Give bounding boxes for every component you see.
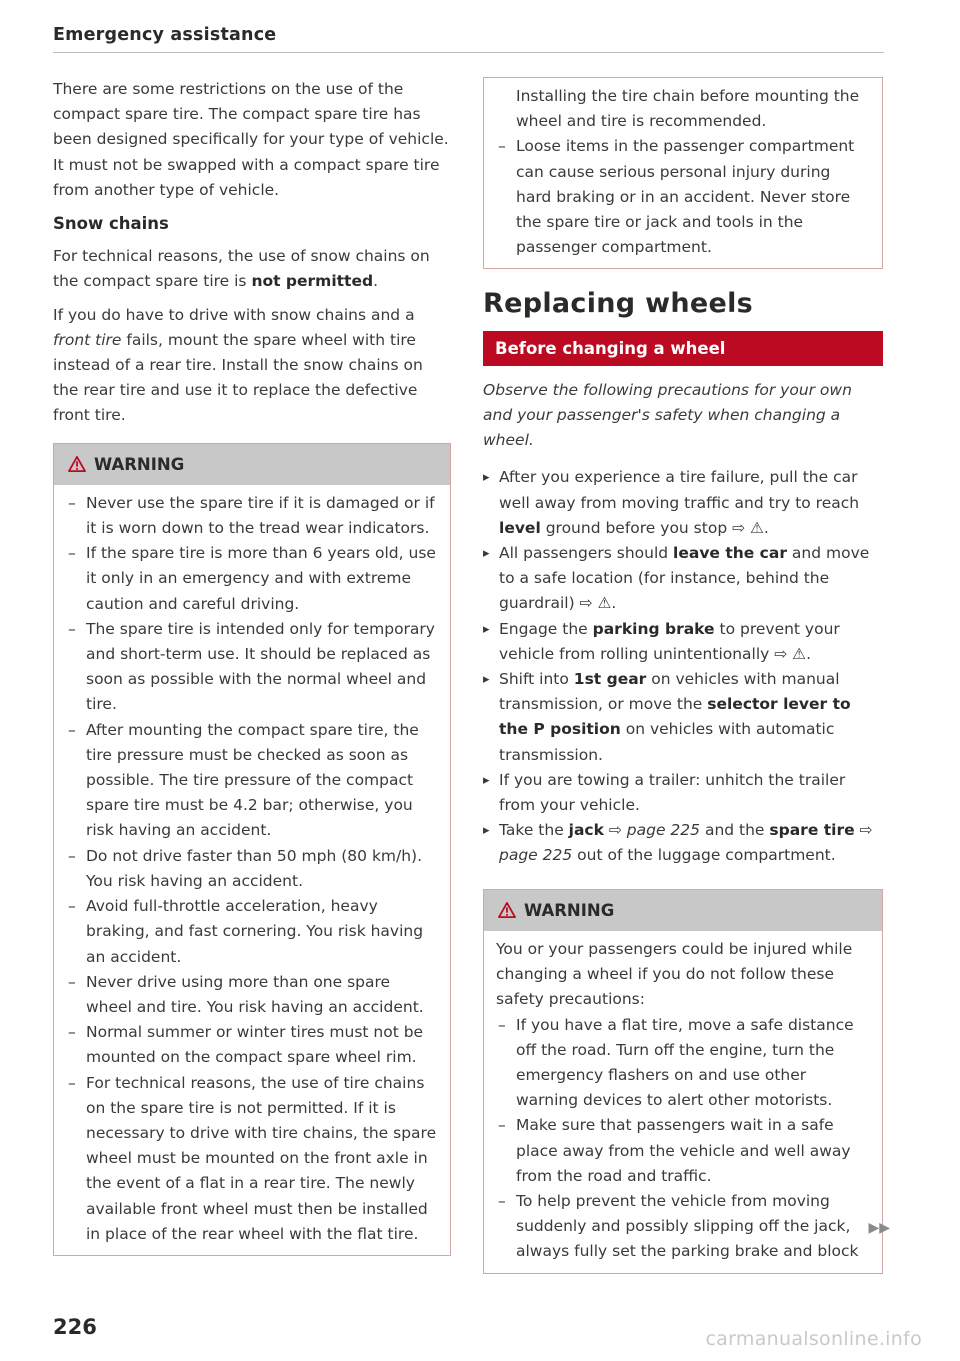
warning-header	[484, 890, 882, 931]
page-number: 226	[53, 1315, 97, 1339]
warning-list	[484, 931, 882, 1273]
step-item: ▸ All passengers should leave the car and move to a safe location (for instance, behind the guardrail) ⇨ ⚠.	[483, 541, 883, 617]
warning-header	[54, 444, 450, 485]
watermark: carmanualsonline.info	[705, 1328, 922, 1350]
snow-chains-heading: Snow chains	[53, 214, 169, 234]
warning-continued-text: Installing the tire chain before mounting the wheel and tire is recommended.	[516, 87, 860, 131]
right-column	[483, 77, 883, 1274]
step-item: ▸ If you are towing a trailer: unhitch the trailer from your vehicle.	[483, 768, 883, 818]
header-divider	[53, 52, 884, 53]
warning-item: – Loose items in the passenger compartment can cause serious personal injury during hard braking or in an accident. Never store the spare tire or jack and tools in the passenger compartment.	[496, 134, 870, 260]
subsection-bar: Before changing a wheel	[483, 331, 883, 366]
page-link[interactable]: page 225	[499, 846, 573, 865]
warning-list	[54, 485, 450, 1255]
page-header: Emergency assistance	[53, 25, 277, 45]
warning-item: – After mounting the compact spare tire, the tire pressure must be checked as soon as possible. The tire pressure of the compact spare tire must be 4.2 bar; otherwise, you risk having an accident.	[66, 718, 438, 844]
warning-intro: You or your passengers could be injured while changing a wheel if you do not follow these safety precautions:	[496, 939, 853, 1009]
continue-arrow-icon: ▶▶	[868, 1220, 890, 1236]
spare-tire-restrictions-paragraph: There are some restrictions on the use of the compact spare tire. The compact spare tire has been designed specifically for your type of vehicle. It must not be swapped with a compact spare tire from another type of vehicle.	[53, 80, 449, 199]
step-item: ▸ Shift into 1st gear on vehicles with manual transmission, or move the selector lever to the P position on vehicles with automatic transmission.	[483, 667, 883, 768]
warning-item: – For technical reasons, the use of tire chains on the spare tire is not permitted. If it is necessary to drive with tire chains, the spare wheel must be mounted on the front axle in the event of a flat in a rear tire. The newly available front wheel must then be installed in place of the rear wheel with the flat tire.	[66, 1071, 438, 1247]
snow-chains-paragraph: For technical reasons, the use of snow chains on the compact spare tire is not permitted.	[53, 247, 430, 291]
warning-item: – Never drive using more than one spare wheel and tire. You risk having an accident.	[66, 970, 438, 1020]
section-title: Replacing wheels	[483, 288, 754, 320]
warning-title: WARNING	[524, 900, 615, 920]
warning-item: – The spare tire is intended only for temporary and short-term use. It should be replaced as soon as possible with the normal wheel and tire.	[66, 617, 438, 718]
warning-item: – If the spare tire is more than 6 years old, use it only in an emergency and with extreme caution and careful driving.	[66, 541, 438, 617]
warning-box-spare-tire	[53, 443, 451, 1256]
warning-title: WARNING	[94, 454, 185, 474]
steps-list	[483, 465, 883, 868]
warning-item: – If you have a flat tire, move a safe distance off the road. Turn off the engine, turn the emergency flashers on and use other warning devices to alert other motorists.	[496, 1013, 870, 1114]
warning-triangle-icon	[68, 456, 86, 472]
page-link[interactable]: page 225	[626, 821, 701, 840]
warning-item: – To help prevent the vehicle from moving suddenly and possibly slipping off the jack, always fully set the parking brake and block	[496, 1189, 870, 1265]
step-item: ▸ After you experience a tire failure, pull the car well away from moving traffic and try to reach level ground before you stop ⇨ ⚠.	[483, 465, 883, 541]
warning-box-changing-wheel	[483, 889, 883, 1274]
warning-item: – Do not drive faster than 50 mph (80 km/h). You risk having an accident.	[66, 844, 438, 894]
warning-item: – Avoid full-throttle acceleration, heavy braking, and fast cornering. You risk having an accident.	[66, 894, 438, 970]
step-item: ▸ Take the jack ⇨ page 225 and the spare tire ⇨ page 225 out of the luggage compartment.	[483, 818, 883, 868]
warning-triangle-icon	[498, 902, 516, 918]
warning-item: – Make sure that passengers wait in a safe place away from the vehicle and well away from the road and traffic.	[496, 1113, 870, 1189]
left-column	[53, 77, 451, 1256]
intro-text: Observe the following precautions for your own and your passenger's safety when changing a wheel.	[483, 380, 852, 450]
warning-item: – Normal summer or winter tires must not be mounted on the compact spare wheel rim.	[66, 1020, 438, 1070]
front-tire-paragraph: If you do have to drive with snow chains and a front tire fails, mount the spare wheel with tire instead of a rear tire. Install the snow chains on the rear tire and use it to replace the defective front tire.	[53, 305, 423, 425]
warning-box-continued	[483, 77, 883, 269]
warning-item: – Never use the spare tire if it is damaged or if it is worn down to the tread wear indicators.	[66, 491, 438, 541]
step-item: ▸ Engage the parking brake to prevent your vehicle from rolling unintentionally ⇨ ⚠.	[483, 617, 883, 667]
